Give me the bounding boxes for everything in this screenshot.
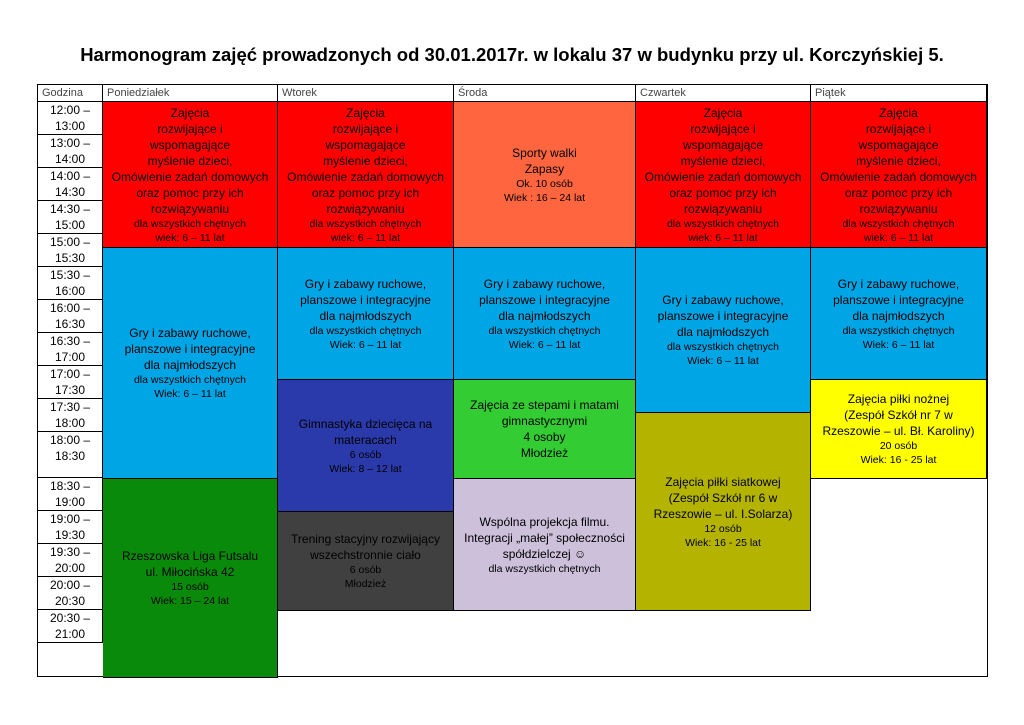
activity-fri-blue: [811, 248, 987, 380]
activity-detail: Wiek: 6 – 11 lat: [154, 388, 226, 400]
activity-line: dla najmłodszych: [676, 325, 770, 339]
activity-line: Omówienie zadań domowych: [287, 169, 444, 184]
activity-detail: dla wszystkich chętnych: [842, 324, 955, 337]
activity-line: Trening stacyjny rozwijający: [291, 532, 440, 546]
activity-line: myślenie dzieci,: [147, 153, 233, 168]
activity-line: dla najmłodszych: [852, 308, 945, 323]
activity-line: Gry i zabawy ruchowe,: [837, 276, 960, 291]
header-thursday: Czwartek: [636, 85, 811, 102]
activity-detail: dla wszystkich chętnych: [488, 324, 601, 337]
time-slot: 16:30 – 17:00: [38, 333, 103, 366]
activity-detail: dla wszystkich chętnych: [133, 217, 247, 230]
activity-line: rozwiązywaniu: [859, 201, 938, 216]
activity-detail: 15 osób: [171, 581, 209, 593]
activity-detail: Wiek: 16 - 25 lat: [860, 454, 937, 466]
activity-line: (Zespół Szkół nr 6 w: [668, 490, 778, 505]
activity-line: rozwiązywaniu: [150, 201, 230, 216]
activity-detail: wiek: 6 – 11 lat: [330, 231, 401, 244]
time-slot: 18:00 – 18:30: [38, 432, 103, 478]
activity-line: Zajęcia: [703, 105, 743, 120]
activity-line: Sporty walki: [512, 145, 577, 160]
activity-line: oraz pomoc przy ich: [311, 185, 420, 200]
activity-detail: dla wszystkich chętnych: [133, 374, 247, 386]
activity-line: myślenie dzieci,: [323, 153, 408, 168]
activity-line: dla najmłodszych: [143, 358, 237, 372]
activity-detail: 6 osób: [349, 448, 382, 461]
activity-line: (Zespół Szkół nr 7 w: [844, 408, 953, 422]
activity-line: planszowe i integracyjne: [479, 292, 610, 307]
schedule-table: [37, 84, 988, 677]
time-slot: 13:00 – 14:00: [38, 135, 103, 168]
activity-line: Gimnastyka dziecięca na: [298, 416, 433, 431]
activity-line: Integracji „małej” społeczności: [464, 530, 625, 545]
activity-line: Zajęcia ze stepami i matami: [470, 398, 619, 412]
activity-line: rozwijające i: [332, 121, 399, 136]
activity-mon-red: [103, 102, 278, 248]
activity-line: Zajęcia: [879, 105, 918, 120]
time-slot: 15:00 – 15:30: [38, 234, 103, 267]
header-time: Godzina: [38, 85, 103, 102]
activity-detail: dla wszystkich chętnych: [488, 562, 601, 575]
activity-line: rozwiązywaniu: [326, 201, 405, 216]
activity-line: planszowe i integracyjne: [833, 292, 964, 307]
activity-detail: Wiek: 16 - 25 lat: [685, 536, 761, 549]
activity-line: Gry i zabawy ruchowe,: [129, 326, 251, 340]
activity-thu-volley: [636, 413, 811, 611]
activity-line: rozwijające i: [865, 121, 932, 136]
time-slot: 17:30 – 18:00: [38, 399, 103, 432]
activity-line: Zajęcia piłki nożnej: [847, 392, 950, 406]
activity-detail: Młodzież: [344, 578, 387, 590]
activity-tue-trening: [278, 512, 454, 611]
activity-detail: Wiek: 8 – 12 lat: [329, 462, 402, 475]
activity-detail: dla wszystkich chętnych: [309, 217, 422, 230]
activity-line: myślenie dzieci,: [680, 153, 766, 168]
time-slot: 14:30 – 15:00: [38, 201, 103, 234]
activity-line: Rzeszowska Liga Futsalu: [121, 549, 259, 563]
time-slot: 20:00 – 20:30: [38, 577, 103, 610]
activity-detail: Wiek: 6 – 11 lat: [329, 338, 402, 351]
activity-wed-blue: [454, 248, 636, 380]
activity-detail: wiek: 6 – 11 lat: [863, 231, 934, 244]
time-slot: 20:30 – 21:00: [38, 610, 103, 643]
time-slot: 14:00 – 14:30: [38, 168, 103, 201]
activity-detail: dla wszystkich chętnych: [666, 341, 780, 353]
activity-line: ul. Miłocińska 42: [145, 565, 235, 579]
activity-line: Omówienie zadań domowych: [644, 169, 802, 184]
activity-detail: dla wszystkich chętnych: [309, 324, 422, 337]
activity-line: Gry i zabawy ruchowe,: [483, 276, 606, 291]
activity-fri-red: [811, 102, 987, 248]
activity-line: planszowe i integracyjne: [657, 309, 789, 323]
time-slot: 12:00 – 13:00: [38, 102, 103, 135]
activity-fri-football: [811, 380, 987, 479]
activity-line: Zajęcia: [170, 105, 210, 120]
activity-line: myślenie dzieci,: [856, 153, 941, 168]
activity-detail: Wiek: 6 – 11 lat: [508, 338, 581, 351]
activity-wed-step: [454, 380, 636, 479]
activity-line: oraz pomoc przy ich: [136, 185, 244, 200]
activity-line: gimnastycznymi: [501, 414, 588, 428]
activity-line: oraz pomoc przy ich: [844, 185, 953, 200]
activity-line: dla najmłodszych: [498, 308, 591, 323]
activity-line: wszechstronnie ciało: [310, 548, 421, 562]
activity-line: Rzeszowie – ul. I.Solarza): [653, 506, 793, 521]
activity-detail: wiek: 6 – 11 lat: [688, 231, 758, 244]
time-slot: 15:30 – 16:00: [38, 267, 103, 300]
activity-line: Gry i zabawy ruchowe,: [662, 293, 784, 307]
activity-wed-orange: [454, 102, 636, 248]
header-wednesday: Środa: [454, 85, 636, 102]
header-tuesday: Wtorek: [278, 85, 454, 102]
activity-line: Omówienie zadań domowych: [820, 169, 977, 184]
activity-detail: Wiek: 6 – 11 lat: [687, 355, 759, 367]
activity-mon-futsal: [103, 479, 278, 678]
activity-line: rozwijające i: [690, 121, 756, 136]
activity-tue-blue: [278, 248, 454, 380]
activity-detail: 6 osób: [349, 564, 382, 576]
activity-line: 4 osoby: [523, 430, 566, 444]
activity-detail: dla wszystkich chętnych: [842, 217, 955, 230]
activity-line: materacach: [334, 432, 397, 447]
activity-line: planszowe i integracyjne: [300, 292, 431, 307]
header-friday: Piątek: [811, 85, 987, 102]
activity-wed-film: [454, 479, 636, 611]
time-slot: 17:00 – 17:30: [38, 366, 103, 399]
activity-mon-blue: [103, 248, 278, 479]
activity-line: Rzeszowie – ul. Bł. Karoliny): [822, 424, 975, 438]
activity-line: Wspólna projekcja filmu.: [479, 514, 610, 529]
activity-detail: 12 osób: [704, 522, 742, 535]
activity-thu-red: [636, 102, 811, 248]
activity-line: Omówienie zadań domowych: [111, 169, 269, 184]
activity-detail: wiek: 6 – 11 lat: [155, 231, 225, 244]
time-slot: 19:30 – 20:00: [38, 544, 103, 577]
activity-line: Zapasy: [524, 161, 565, 176]
activity-line: spółdzielczej ☺: [502, 546, 587, 561]
page-title: Harmonogram zajęć prowadzonych od 30.01.2017r. w lokalu 37 w budynku przy ul. Korczyńskiej 5.: [80, 44, 944, 65]
activity-line: planszowe i integracyjne: [124, 342, 256, 356]
activity-line: Gry i zabawy ruchowe,: [304, 276, 427, 291]
activity-detail: Ok. 10 osób: [516, 177, 573, 190]
activity-detail: Wiek: 15 – 24 lat: [150, 595, 230, 607]
activity-tue-red: [278, 102, 454, 248]
activity-line: wspomagające: [325, 137, 406, 152]
activity-line: oraz pomoc przy ich: [669, 185, 777, 200]
activity-line: rozwiązywaniu: [683, 201, 763, 216]
header-monday: Poniedziałek: [103, 85, 278, 102]
time-slot: 18:30 – 19:00: [38, 478, 103, 511]
time-slot: 16:00 – 16:30: [38, 300, 103, 333]
activity-detail: Wiek: 6 – 11 lat: [862, 338, 935, 351]
activity-detail: 20 osób: [879, 440, 918, 452]
activity-detail: Wiek : 16 – 24 lat: [503, 191, 586, 204]
time-slot: 19:00 – 19:30: [38, 511, 103, 544]
activity-line: wspomagające: [682, 137, 764, 152]
activity-thu-blue: [636, 248, 811, 413]
activity-line: rozwijające i: [157, 121, 223, 136]
activity-line: Zajęcia piłki siatkowej: [665, 474, 781, 489]
activity-tue-gym: [278, 380, 454, 512]
activity-line: Zajęcia: [346, 105, 385, 120]
activity-line: wspomagające: [858, 137, 939, 152]
activity-line: Młodzież: [520, 446, 569, 460]
activity-line: dla najmłodszych: [319, 308, 412, 323]
activity-detail: dla wszystkich chętnych: [666, 217, 780, 230]
activity-line: wspomagające: [149, 137, 231, 152]
